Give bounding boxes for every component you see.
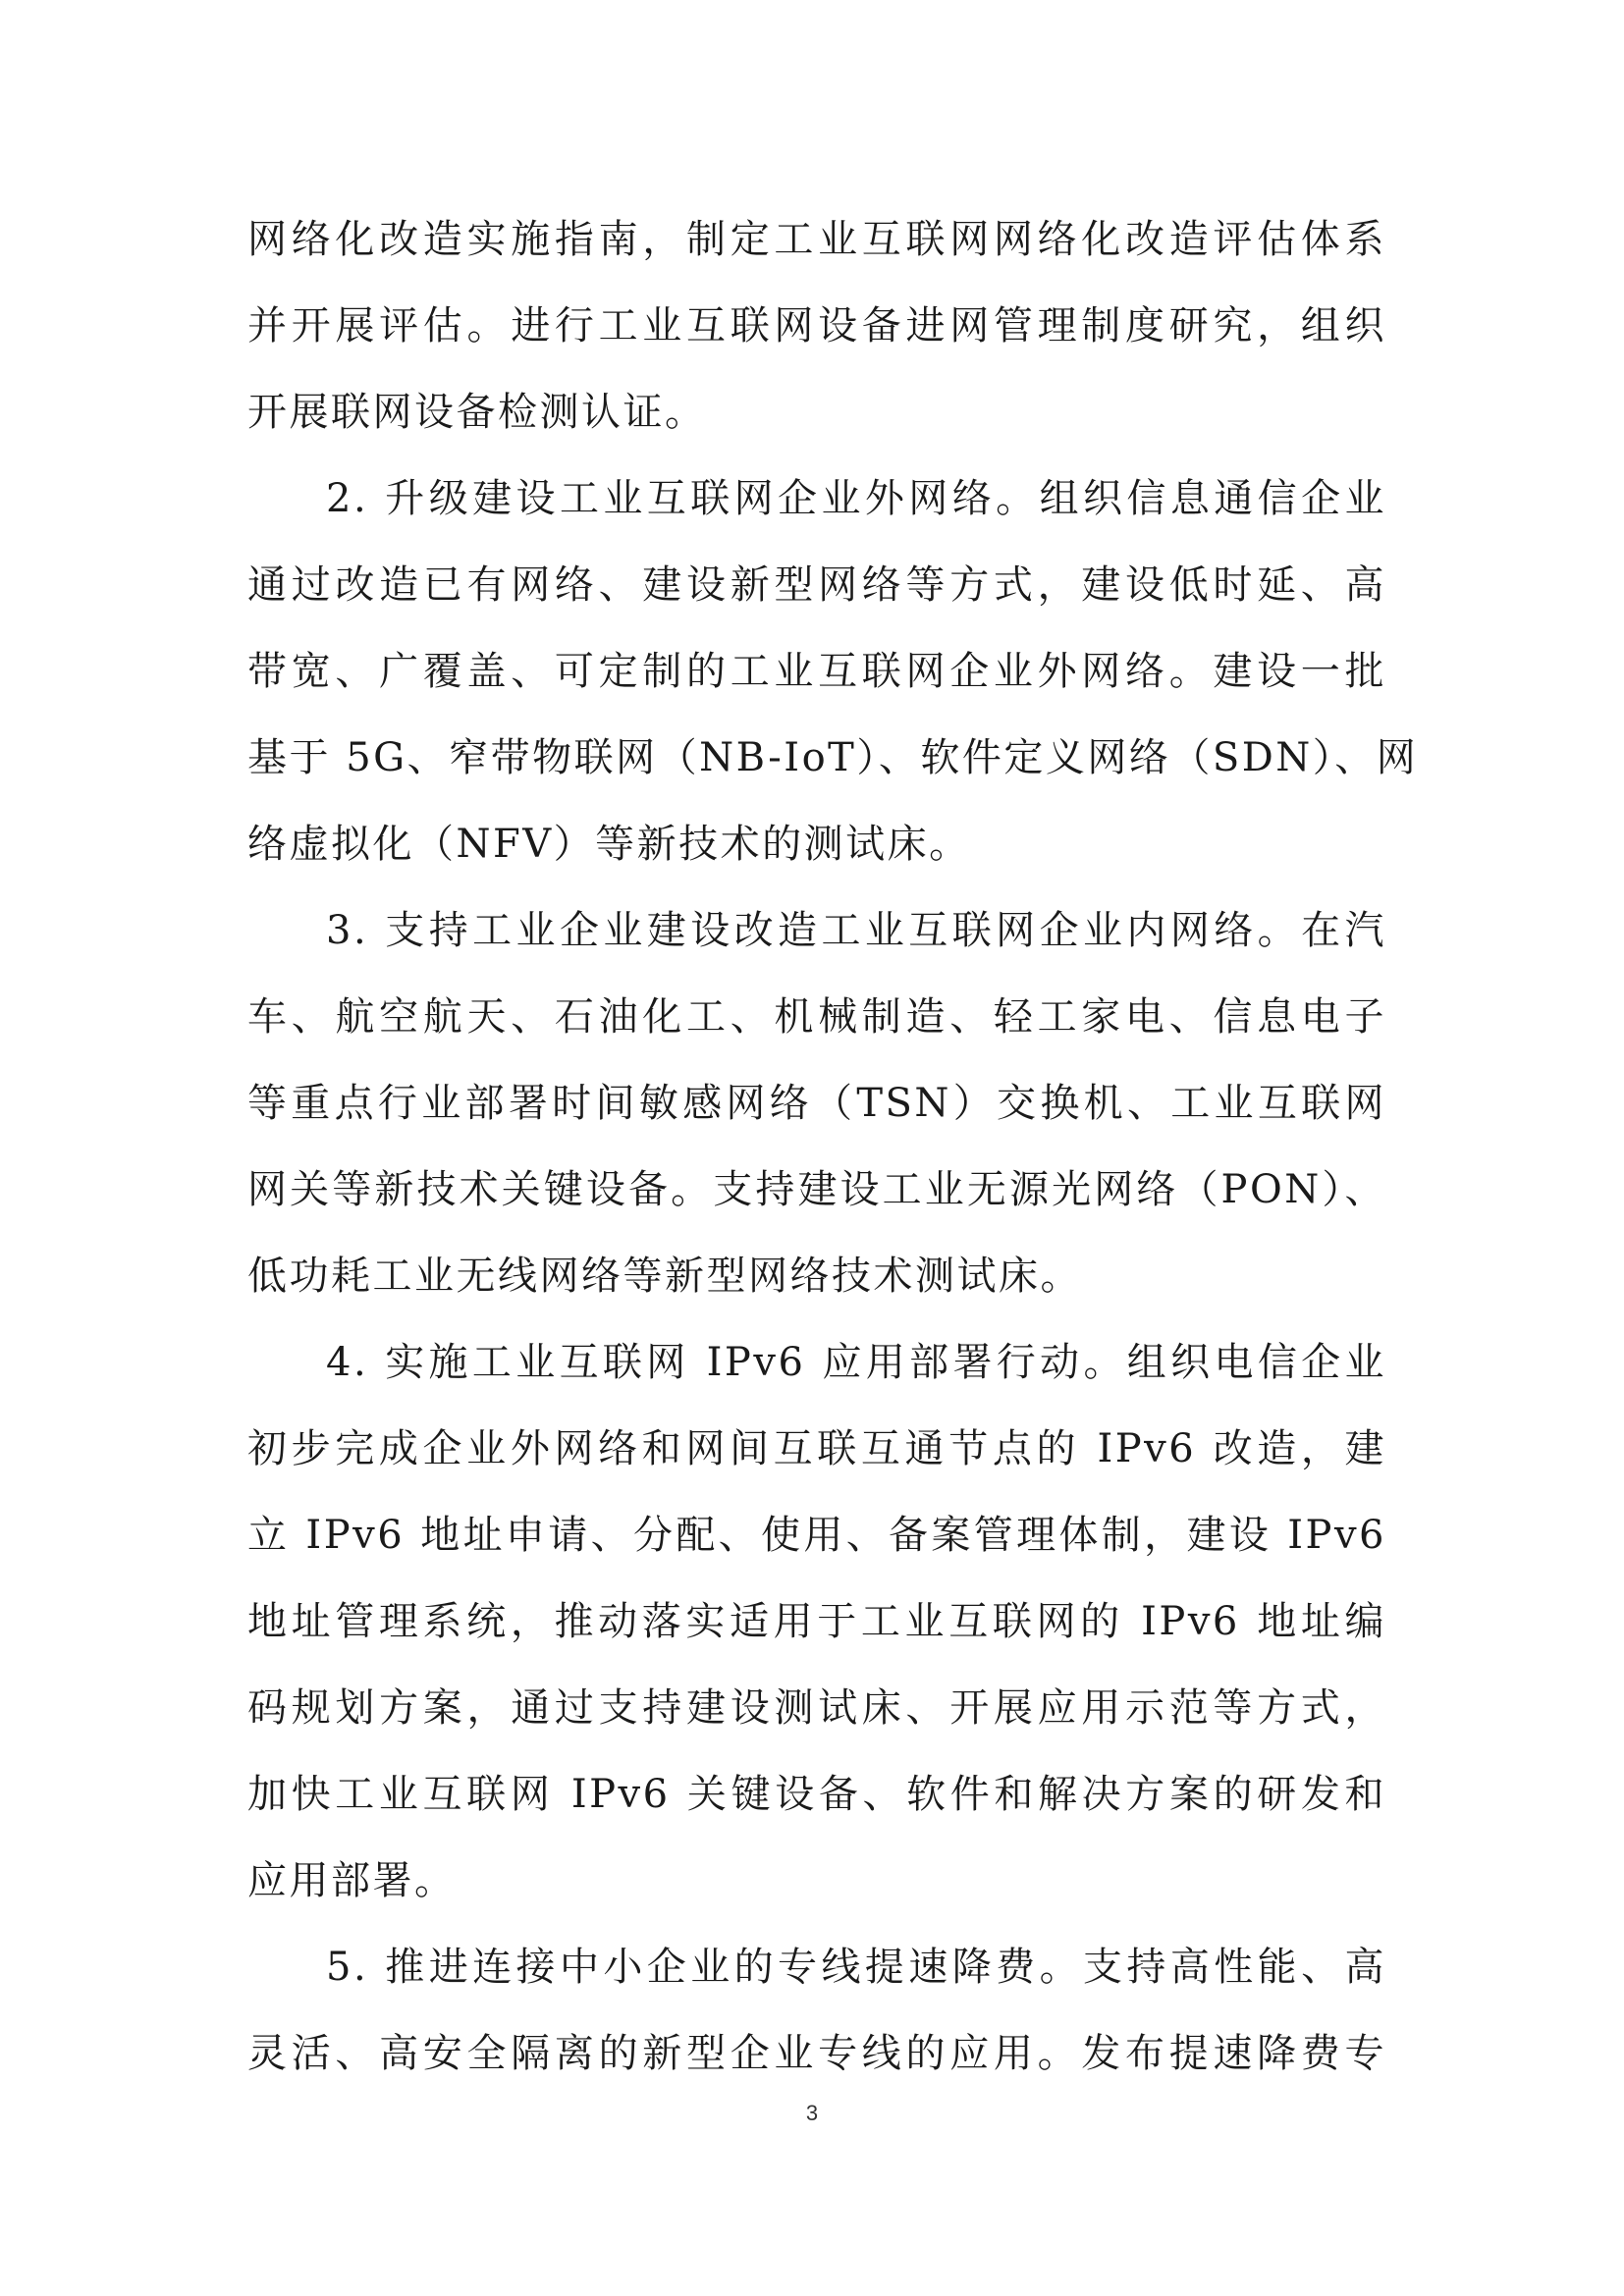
text-line: 立 IPv6 地址申请、分配、使用、备案管理体制，建设 IPv6 [247, 1513, 1386, 1558]
text-line: 5. 推进连接中小企业的专线提速降费。支持高性能、高 [326, 1945, 1386, 1990]
page-number: 3 [805, 2101, 819, 2125]
text-line: 带宽、广覆盖、可定制的工业互联网企业外网络。建设一批 [247, 649, 1386, 694]
text-line: 网络化改造实施指南，制定工业互联网网络化改造评估体系 [247, 217, 1386, 262]
text-line: 网关等新技术关键设备。支持建设工业无源光网络（PON）、 [247, 1167, 1386, 1212]
text-line: 通过改造已有网络、建设新型网络等方式，建设低时延、高 [247, 562, 1386, 608]
text-line: 等重点行业部署时间敏感网络（TSN）交换机、工业互联网 [247, 1081, 1386, 1126]
text-line: 基于 5G、窄带物联网（NB-IoT）、软件定义网络（SDN）、网 [247, 735, 1419, 780]
text-line: 初步完成企业外网络和网间互联互通节点的 IPv6 改造，建 [247, 1426, 1386, 1471]
text-line: 车、航空航天、石油化工、机械制造、轻工家电、信息电子 [247, 994, 1386, 1040]
text-line: 络虚拟化（NFV）等新技术的测试床。 [247, 822, 971, 867]
text-line: 加快工业互联网 IPv6 关键设备、软件和解决方案的研发和 [247, 1772, 1386, 1817]
text-line: 低功耗工业无线网络等新型网络技术测试床。 [247, 1254, 1082, 1299]
text-line: 应用部署。 [247, 1858, 457, 1903]
body-text [247, 196, 1419, 2097]
text-line: 灵活、高安全隔离的新型企业专线的应用。发布提速降费专 [247, 2031, 1386, 2076]
text-line: 4. 实施工业互联网 IPv6 应用部署行动。组织电信企业 [326, 1340, 1386, 1385]
text-line: 3. 支持工业企业建设改造工业互联网企业内网络。在汽 [326, 908, 1386, 953]
text-line: 开展联网设备检测认证。 [247, 390, 707, 435]
text-line: 并开展评估。进行工业互联网设备进网管理制度研究，组织 [247, 303, 1386, 348]
text-line: 2. 升级建设工业互联网企业外网络。组织信息通信企业 [326, 476, 1386, 521]
text-line: 地址管理系统，推动落实适用于工业互联网的 IPv6 地址编 [247, 1599, 1386, 1644]
text-line: 码规划方案，通过支持建设测试床、开展应用示范等方式， [247, 1685, 1386, 1731]
